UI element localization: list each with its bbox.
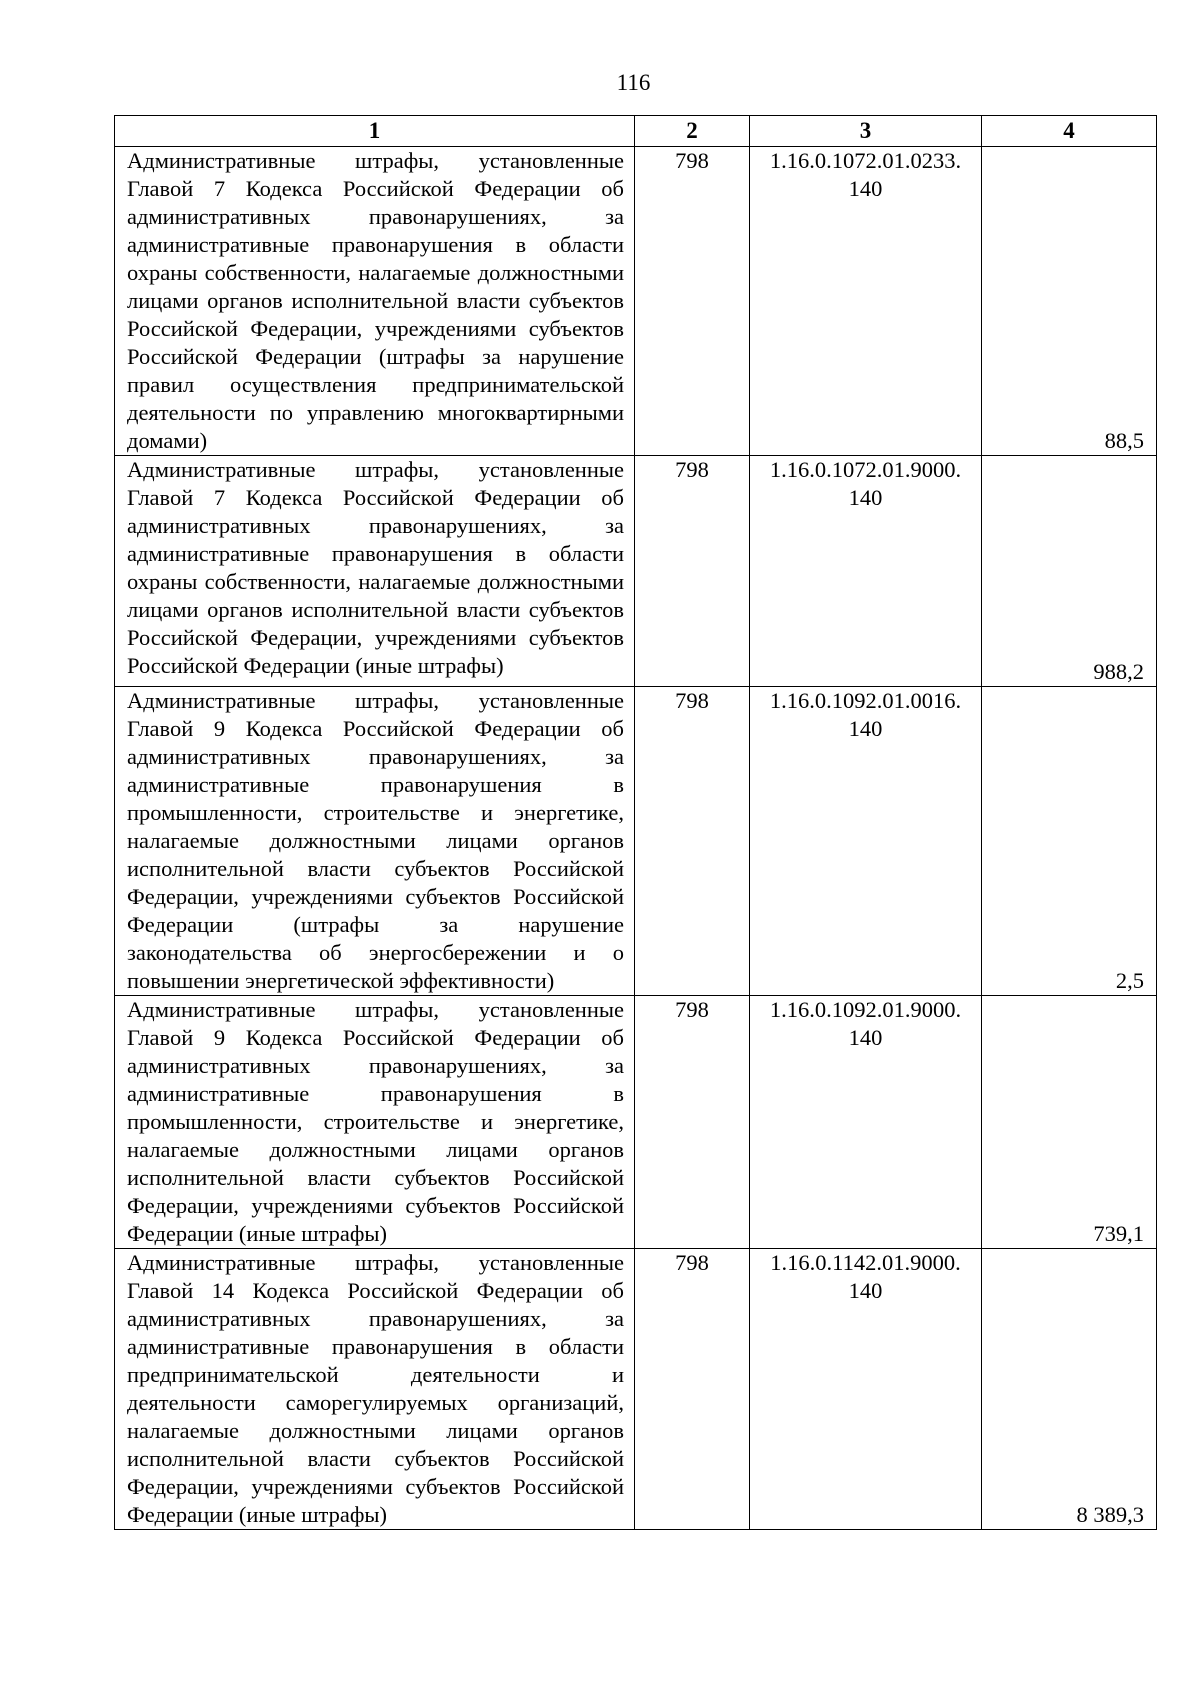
table-row [115, 996, 1157, 1249]
row-admin-code: 798 [635, 996, 750, 1249]
row-description: Административные штрафы, установленные Главой 9 Кодекса Российской Федерации об административных правонарушениях, за административные правонарушения в промышленности, строительстве и энергетике, налагаемые должностными лицами органов исполнительной власти субъектов Российской Федерации, учреждениями субъектов Российской Федерации (штрафы за нарушение законодательства об энергосбережении и о повышении энергетической эффективности) [115, 687, 635, 996]
column-header-1: 1 [115, 116, 635, 147]
table-row [115, 687, 1157, 996]
row-description: Административные штрафы, установленные Главой 7 Кодекса Российской Федерации об административных правонарушениях, за административные правонарушения в области охраны собственности, налагаемые должностными лицами органов исполнительной власти субъектов Российской Федерации, учреждениями субъектов Российской Федерации (иные штрафы) [115, 456, 635, 687]
column-header-4: 4 [982, 116, 1157, 147]
row-classification-code: 1.16.0.1142.01.9000. 140 [750, 1249, 982, 1530]
row-description: Административные штрафы, установленные Главой 7 Кодекса Российской Федерации об административных правонарушениях, за административные правонарушения в области охраны собственности, налагаемые должностными лицами органов исполнительной власти субъектов Российской Федерации, учреждениями субъектов Российской Федерации (штрафы за нарушение правил осуществления предпринимательской деятельности по управлению многоквартирными домами) [115, 147, 635, 456]
row-description: Административные штрафы, установленные Главой 14 Кодекса Российской Федерации об административных правонарушениях, за административные правонарушения в области предпринимательской деятельности и деятельности саморегулируемых организаций, налагаемые должностными лицами органов исполнительной власти субъектов Российской Федерации, учреждениями субъектов Российской Федерации (иные штрафы) [115, 1249, 635, 1530]
column-header-2: 2 [635, 116, 750, 147]
table-row [115, 456, 1157, 687]
row-classification-code: 1.16.0.1092.01.0016. 140 [750, 687, 982, 996]
row-amount: 88,5 [982, 147, 1157, 456]
row-description: Административные штрафы, установленные Главой 9 Кодекса Российской Федерации об административных правонарушениях, за административные правонарушения в промышленности, строительстве и энергетике, налагаемые должностными лицами органов исполнительной власти субъектов Российской Федерации, учреждениями субъектов Российской Федерации (иные штрафы) [115, 996, 635, 1249]
row-amount: 988,2 [982, 456, 1157, 687]
row-classification-code: 1.16.0.1072.01.9000. 140 [750, 456, 982, 687]
row-amount: 739,1 [982, 996, 1157, 1249]
table-row [115, 1249, 1157, 1530]
row-classification-code: 1.16.0.1092.01.9000. 140 [750, 996, 982, 1249]
row-admin-code: 798 [635, 687, 750, 996]
row-amount: 2,5 [982, 687, 1157, 996]
table-row [115, 147, 1157, 456]
row-admin-code: 798 [635, 147, 750, 456]
column-header-3: 3 [750, 116, 982, 147]
table-header-row [115, 116, 1157, 147]
budget-table [114, 115, 1157, 1530]
row-admin-code: 798 [635, 456, 750, 687]
row-classification-code: 1.16.0.1072.01.0233. 140 [750, 147, 982, 456]
row-admin-code: 798 [635, 1249, 750, 1530]
page-number: 116 [616, 70, 651, 95]
row-amount: 8 389,3 [982, 1249, 1157, 1530]
